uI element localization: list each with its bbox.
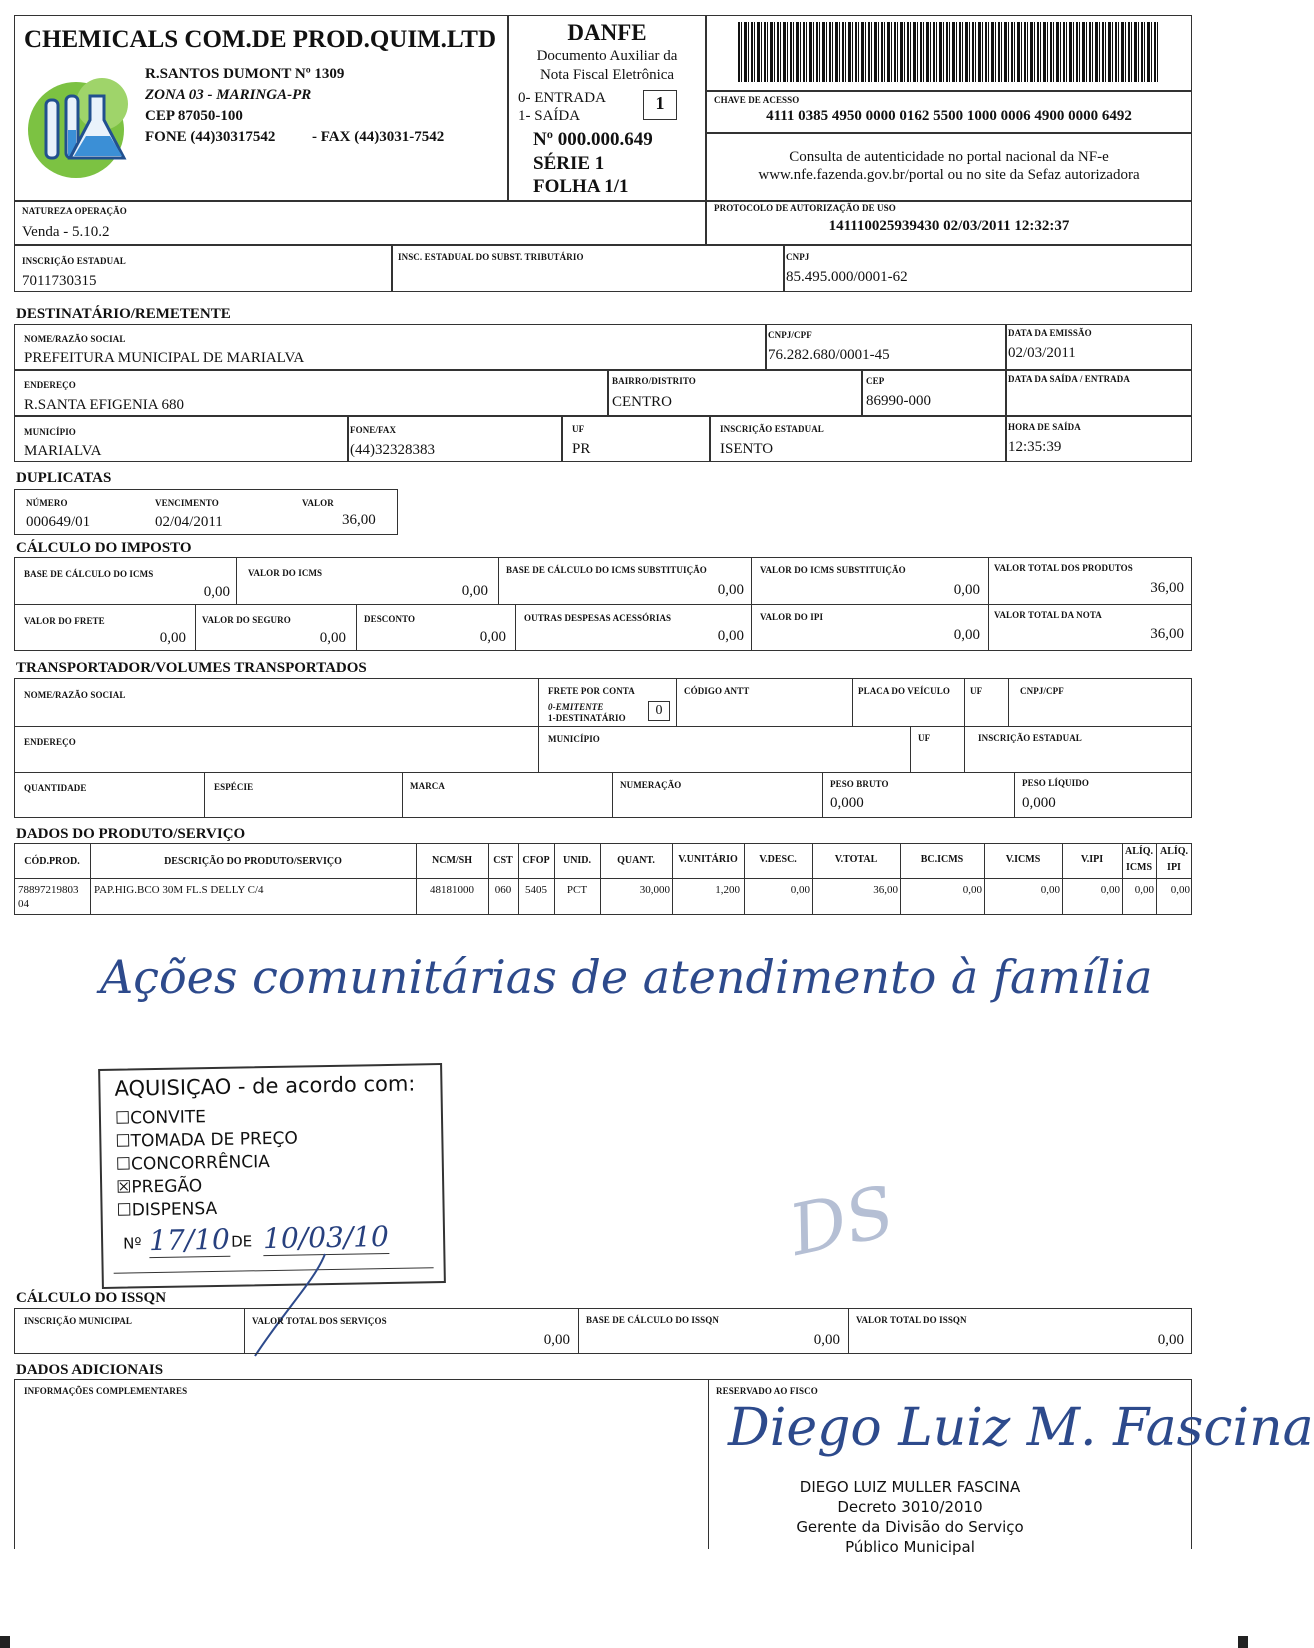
valor-icms-label: VALOR DO ICMS bbox=[248, 568, 323, 578]
dest-cep: 86990-000 bbox=[866, 393, 931, 409]
transp-col-sep bbox=[612, 772, 613, 818]
frete-emitente: 0-EMITENTE bbox=[548, 702, 604, 712]
signer-name: DIEGO LUIZ MULLER FASCINA bbox=[799, 1478, 1021, 1496]
handwritten-initials: DS bbox=[782, 1170, 902, 1272]
handwritten-note: Ações comunitárias de atendimento à família bbox=[100, 950, 1153, 1004]
transp-ie-label: INSCRIÇÃO ESTADUAL bbox=[978, 733, 1082, 743]
natureza-valor: Venda - 5.10.2 bbox=[22, 224, 110, 240]
col-unid: UNID. bbox=[562, 855, 592, 866]
transp-col-sep bbox=[204, 772, 205, 818]
stamp-option-label: CONVITE bbox=[130, 1107, 207, 1129]
produtos-header-sep bbox=[14, 878, 1192, 879]
peso-liq: 0,000 bbox=[1022, 795, 1056, 811]
frete-conta-label: FRETE POR CONTA bbox=[548, 686, 635, 696]
danfe-saida: 1- SAÍDA bbox=[518, 108, 581, 124]
duplicatas-title: DUPLICATAS bbox=[16, 470, 112, 486]
col-vunit: V.UNITÁRIO bbox=[678, 854, 738, 865]
dup-valor: 36,00 bbox=[342, 512, 376, 528]
marca-label: MARCA bbox=[410, 781, 445, 791]
dest-cnpj-label: CNPJ/CPF bbox=[768, 330, 812, 340]
issqn-im-label: INSCRIÇÃO MUNICIPAL bbox=[24, 1316, 132, 1326]
seguro-label: VALOR DO SEGURO bbox=[202, 615, 291, 625]
produtos-col-sep bbox=[518, 843, 519, 915]
ipi: 0,00 bbox=[953, 627, 980, 643]
transp-municipio-label: MUNICÍPIO bbox=[548, 734, 600, 744]
dest-fone-label: FONE/FAX bbox=[350, 425, 397, 435]
frete-label: VALOR DO FRETE bbox=[24, 616, 105, 626]
protocolo-label: PROTOCOLO DE AUTORIZAÇÃO DE USO bbox=[714, 203, 896, 213]
dest-nome-label: NOME/RAZÃO SOCIAL bbox=[24, 334, 126, 344]
stamp-option-convite bbox=[115, 1107, 206, 1129]
stamp-option-dispensa bbox=[116, 1199, 217, 1221]
antt-label: CÓDIGO ANTT bbox=[684, 686, 750, 696]
issqn-valor: 0,00 bbox=[1157, 1332, 1184, 1348]
imposto-col-sep bbox=[498, 557, 499, 604]
dest-cep-label: CEP bbox=[866, 376, 885, 386]
col-vdesc: V.DESC. bbox=[759, 854, 797, 865]
issqn-total-serv-label: VALOR TOTAL DOS SERVIÇOS bbox=[252, 1316, 387, 1326]
dest-emissao-label: DATA DA EMISSÃO bbox=[1008, 328, 1092, 338]
dest-emissao: 02/03/2011 bbox=[1008, 345, 1076, 361]
signer-role-2: Público Municipal bbox=[845, 1538, 975, 1556]
peso-bruto: 0,000 bbox=[830, 795, 864, 811]
base-st: 0,00 bbox=[717, 582, 744, 598]
total-prod-label: VALOR TOTAL DOS PRODUTOS bbox=[994, 563, 1133, 573]
stamp-de-label: DE bbox=[230, 1232, 253, 1251]
emitente-cep: CEP 87050-100 bbox=[145, 108, 243, 124]
barcode bbox=[738, 22, 1158, 82]
dest-ie-label: INSCRIÇÃO ESTADUAL bbox=[720, 424, 824, 434]
cnpj-label: CNPJ bbox=[786, 252, 810, 262]
transp-divider bbox=[14, 726, 1192, 727]
emitente-fone: FONE (44)30317542 bbox=[145, 129, 276, 145]
valor-st: 0,00 bbox=[953, 582, 980, 598]
stamp-option-label: TOMADA DE PREÇO bbox=[130, 1128, 298, 1152]
item-cfop: 5405 bbox=[525, 884, 547, 896]
dest-municipio: MARIALVA bbox=[24, 443, 102, 459]
dest-municipio-label: MUNICÍPIO bbox=[24, 427, 76, 437]
emitente-fax: - FAX (44)3031-7542 bbox=[312, 129, 445, 145]
issqn-valor-label: VALOR TOTAL DO ISSQN bbox=[856, 1315, 967, 1325]
transp-col-sep bbox=[1008, 678, 1009, 726]
imposto-col-sep bbox=[236, 557, 237, 604]
item-aliq-icms: 0,00 bbox=[1134, 884, 1154, 896]
checkbox-icon: ☐ bbox=[115, 1154, 132, 1175]
frete-valor: 0 bbox=[655, 703, 663, 718]
checked-box-icon: ☒ bbox=[116, 1177, 132, 1198]
col-ncm: NCM/SH bbox=[432, 855, 472, 866]
total-nota: 36,00 bbox=[1150, 626, 1184, 642]
col-cst: CST bbox=[493, 855, 513, 866]
dup-venc: 02/04/2011 bbox=[155, 514, 223, 530]
signature: Diego Luiz M. Fascina bbox=[728, 1398, 1314, 1458]
dest-cnpj: 76.282.680/0001-45 bbox=[768, 347, 890, 363]
col-cfop: CFOP bbox=[522, 855, 550, 866]
numeracao-label: NUMERAÇÃO bbox=[620, 780, 682, 790]
ie-label: INSCRIÇÃO ESTADUAL bbox=[22, 256, 126, 266]
transp-nome-label: NOME/RAZÃO SOCIAL bbox=[24, 690, 126, 700]
item-cod: 78897219803 bbox=[18, 884, 79, 896]
emitente-zona: ZONA 03 - MARINGA-PR bbox=[145, 87, 312, 103]
item-cst: 060 bbox=[494, 884, 512, 896]
item-bcicms: 0,00 bbox=[962, 884, 982, 896]
produtos-col-sep bbox=[488, 843, 489, 915]
dest-hora: 12:35:39 bbox=[1008, 439, 1062, 455]
danfe-subtitulo-2: Nota Fiscal Eletrônica bbox=[539, 67, 675, 83]
col-aliq-ipi: ALÍQ. bbox=[1159, 846, 1189, 857]
dest-hora-label: HORA DE SAÍDA bbox=[1008, 422, 1081, 432]
dest-bairro: CENTRO bbox=[612, 394, 672, 410]
info-complementar-label: INFORMAÇÕES COMPLEMENTARES bbox=[24, 1386, 188, 1396]
emitente-endereco: R.SANTOS DUMONT Nº 1309 bbox=[145, 66, 345, 82]
dup-numero: 000649/01 bbox=[26, 514, 91, 530]
emitente-nome: CHEMICALS COM.DE PROD.QUIM.LTD bbox=[24, 26, 497, 53]
transp-col-sep bbox=[676, 678, 677, 726]
issqn-col-sep bbox=[244, 1308, 245, 1354]
item-aliq-ipi: 0,00 bbox=[1170, 884, 1190, 896]
transp-col-sep bbox=[402, 772, 403, 818]
item-ncm: 48181000 bbox=[430, 884, 474, 896]
peso-liq-label: PESO LÍQUIDO bbox=[1022, 778, 1089, 788]
consulta-1: Consulta de autenticidade no portal nacional da NF-e bbox=[789, 149, 1109, 165]
desconto-label: DESCONTO bbox=[364, 614, 416, 624]
desconto: 0,00 bbox=[479, 629, 506, 645]
imposto-col-sep bbox=[356, 604, 357, 651]
issqn-col-sep bbox=[578, 1308, 579, 1354]
dest-nome: PREFEITURA MUNICIPAL DE MARIALVA bbox=[24, 350, 305, 366]
transportador-title: TRANSPORTADOR/VOLUMES TRANSPORTADOS bbox=[16, 660, 367, 676]
dup-numero-label: NÚMERO bbox=[26, 498, 68, 508]
checkbox-icon: ☐ bbox=[115, 1131, 131, 1152]
adicionais-title: DADOS ADICIONAIS bbox=[16, 1362, 164, 1378]
total-prod: 36,00 bbox=[1150, 580, 1184, 596]
natureza-label: NATUREZA OPERAÇÃO bbox=[22, 206, 127, 216]
base-icms: 0,00 bbox=[203, 584, 230, 600]
produtos-title: DADOS DO PRODUTO/SERVIÇO bbox=[16, 826, 246, 842]
col-descricao: DESCRIÇÃO DO PRODUTO/SERVIÇO bbox=[164, 856, 342, 867]
base-st-label: BASE DE CÁLCULO DO ICMS SUBSTITUIÇÃO bbox=[506, 565, 707, 575]
transp-col-sep bbox=[910, 726, 911, 772]
produtos-col-sep bbox=[600, 843, 601, 915]
danfe-folha: FOLHA 1/1 bbox=[533, 176, 629, 197]
qtd-label: QUANTIDADE bbox=[24, 783, 87, 793]
destinatario-title: DESTINATÁRIO/REMETENTE bbox=[16, 306, 231, 322]
stamp-title: AQUISIÇAO - de acordo com: bbox=[114, 1071, 416, 1101]
item-quant: 30,000 bbox=[639, 884, 670, 896]
especie-label: ESPÉCIE bbox=[214, 782, 254, 792]
transp-col-sep bbox=[538, 678, 539, 772]
col-cod: CÓD.PROD. bbox=[24, 856, 80, 867]
item-vdesc: 0,00 bbox=[790, 884, 810, 896]
stamp-numero-label: Nº bbox=[123, 1234, 142, 1253]
stamp-option-label: PREGÃO bbox=[131, 1176, 203, 1198]
transportador-box bbox=[14, 678, 1192, 818]
imposto-col-sep bbox=[988, 557, 989, 651]
issqn-base: 0,00 bbox=[813, 1332, 840, 1348]
danfe-numero: Nº 000.000.649 bbox=[533, 129, 653, 150]
imposto-title: CÁLCULO DO IMPOSTO bbox=[16, 540, 192, 556]
stamp-numero: 17/10 bbox=[148, 1222, 231, 1258]
transp-col-sep bbox=[822, 772, 823, 818]
valor-st-label: VALOR DO ICMS SUBSTITUIÇÃO bbox=[760, 565, 906, 575]
transp-col-sep bbox=[964, 726, 965, 772]
checkbox-icon: ☐ bbox=[116, 1200, 133, 1221]
imposto-col-sep bbox=[751, 604, 752, 651]
transp-col-sep bbox=[1014, 772, 1015, 818]
protocolo-valor: 141110025939430 02/03/2011 12:32:37 bbox=[828, 218, 1070, 234]
company-logo bbox=[24, 74, 136, 184]
ipi-label: VALOR DO IPI bbox=[760, 612, 824, 622]
imposto-col-sep bbox=[515, 604, 516, 651]
issqn-base-label: BASE DE CÁLCULO DO ISSQN bbox=[586, 1315, 719, 1325]
issqn-title: CÁLCULO DO ISSQN bbox=[16, 1290, 167, 1306]
dest-bairro-label: BAIRRO/DISTRITO bbox=[612, 376, 696, 386]
danfe-serie: SÉRIE 1 bbox=[533, 153, 605, 174]
col-vicms: V.ICMS bbox=[1005, 854, 1041, 865]
dest-uf-label: UF bbox=[572, 424, 585, 434]
item-vtotal: 36,00 bbox=[873, 884, 898, 896]
transp-col-sep bbox=[852, 678, 853, 726]
reservado-fisco-label: RESERVADO AO FISCO bbox=[716, 1386, 818, 1396]
produtos-col-sep bbox=[90, 843, 91, 915]
dest-saida-label: DATA DA SAÍDA / ENTRADA bbox=[1008, 374, 1130, 384]
item-vipi: 0,00 bbox=[1100, 884, 1120, 896]
signer-role-1: Gerente da Divisão do Serviço bbox=[796, 1518, 1024, 1536]
placa-label: PLACA DO VEÍCULO bbox=[858, 686, 950, 696]
dest-ie: ISENTO bbox=[720, 441, 774, 457]
stamp-data: 10/03/10 bbox=[262, 1219, 390, 1256]
frete: 0,00 bbox=[159, 630, 186, 646]
item-cod-2: 04 bbox=[18, 898, 29, 910]
transp-divider bbox=[14, 772, 1192, 773]
danfe-entrada: 0- ENTRADA bbox=[518, 90, 606, 106]
total-nota-label: VALOR TOTAL DA NOTA bbox=[994, 610, 1102, 620]
col-vipi: V.IPI bbox=[1080, 854, 1104, 865]
col-aliq-icms: ALÍQ. bbox=[1124, 846, 1154, 857]
danfe-tipo: 1 bbox=[655, 93, 665, 113]
seguro: 0,00 bbox=[319, 630, 346, 646]
item-vunit: 1,200 bbox=[715, 884, 740, 896]
stamp-option-tomada bbox=[115, 1129, 298, 1152]
transp-cnpj-label: CNPJ/CPF bbox=[1020, 686, 1064, 696]
item-desc: PAP.HIG.BCO 30M FL.S DELLY C/4 bbox=[94, 884, 264, 896]
col-aliq-ipi-2: IPI bbox=[1167, 862, 1181, 873]
issqn-total-serv: 0,00 bbox=[543, 1332, 570, 1348]
issqn-col-sep bbox=[848, 1308, 849, 1354]
dest-endereco: R.SANTA EFIGENIA 680 bbox=[24, 397, 185, 413]
col-quant: QUANT. bbox=[617, 855, 655, 866]
dest-fone: (44)32328383 bbox=[350, 442, 435, 458]
transp-uf2-label: UF bbox=[918, 733, 931, 743]
frete-destinatario: 1-DESTINATÁRIO bbox=[548, 713, 626, 723]
transp-endereco-label: ENDEREÇO bbox=[24, 737, 76, 747]
col-bcicms: BC.ICMS bbox=[920, 854, 964, 865]
dest-endereco-label: ENDEREÇO bbox=[24, 380, 76, 390]
chave-label: CHAVE DE ACESSO bbox=[714, 95, 800, 105]
item-vicms: 0,00 bbox=[1040, 884, 1060, 896]
scan-mark bbox=[0, 1636, 10, 1648]
ie-valor: 7011730315 bbox=[22, 273, 97, 289]
stamp-option-label: DISPENSA bbox=[131, 1198, 218, 1221]
dup-venc-label: VENCIMENTO bbox=[155, 498, 219, 508]
dest-uf: PR bbox=[572, 441, 591, 457]
produtos-col-sep bbox=[554, 843, 555, 915]
peso-bruto-label: PESO BRUTO bbox=[830, 779, 889, 789]
dup-valor-label: VALOR bbox=[302, 498, 334, 508]
imposto-col-sep bbox=[195, 604, 196, 651]
col-vtotal: V.TOTAL bbox=[834, 854, 878, 865]
transp-uf-label: UF bbox=[970, 686, 983, 696]
stamp-option-concorrencia bbox=[116, 1152, 270, 1175]
danfe-subtitulo-1: Documento Auxiliar da bbox=[536, 48, 678, 64]
scan-mark bbox=[1238, 1636, 1248, 1648]
transp-col-sep bbox=[964, 678, 965, 726]
valor-icms: 0,00 bbox=[461, 583, 488, 599]
cnpj-valor: 85.495.000/0001-62 bbox=[786, 269, 908, 285]
stamp-option-label: CONCORRÊNCIA bbox=[130, 1152, 271, 1175]
produtos-col-sep bbox=[416, 843, 417, 915]
imposto-col-sep bbox=[751, 557, 752, 604]
chave-valor: 4111 0385 4950 0000 0162 5500 1000 0006 4900 0000 6492 bbox=[766, 108, 1132, 124]
adicionais-col-sep bbox=[708, 1379, 709, 1549]
outras: 0,00 bbox=[717, 628, 744, 644]
item-unid: PCT bbox=[566, 884, 588, 896]
checkbox-icon: ☐ bbox=[114, 1108, 131, 1129]
stamp-option-pregao bbox=[116, 1176, 202, 1197]
signer-decree: Decreto 3010/2010 bbox=[837, 1498, 983, 1516]
col-aliq-icms-2: ICMS bbox=[1125, 862, 1153, 873]
base-icms-label: BASE DE CÁLCULO DO ICMS bbox=[24, 569, 154, 579]
outras-label: OUTRAS DESPESAS ACESSÓRIAS bbox=[524, 613, 672, 623]
imposto-divider bbox=[14, 604, 1192, 605]
consulta-2: www.nfe.fazenda.gov.br/portal ou no site da Sefaz autorizadora bbox=[758, 167, 1140, 183]
ie-st-label: INSC. ESTADUAL DO SUBST. TRIBUTÁRIO bbox=[398, 252, 584, 262]
danfe-titulo: DANFE bbox=[567, 20, 647, 45]
